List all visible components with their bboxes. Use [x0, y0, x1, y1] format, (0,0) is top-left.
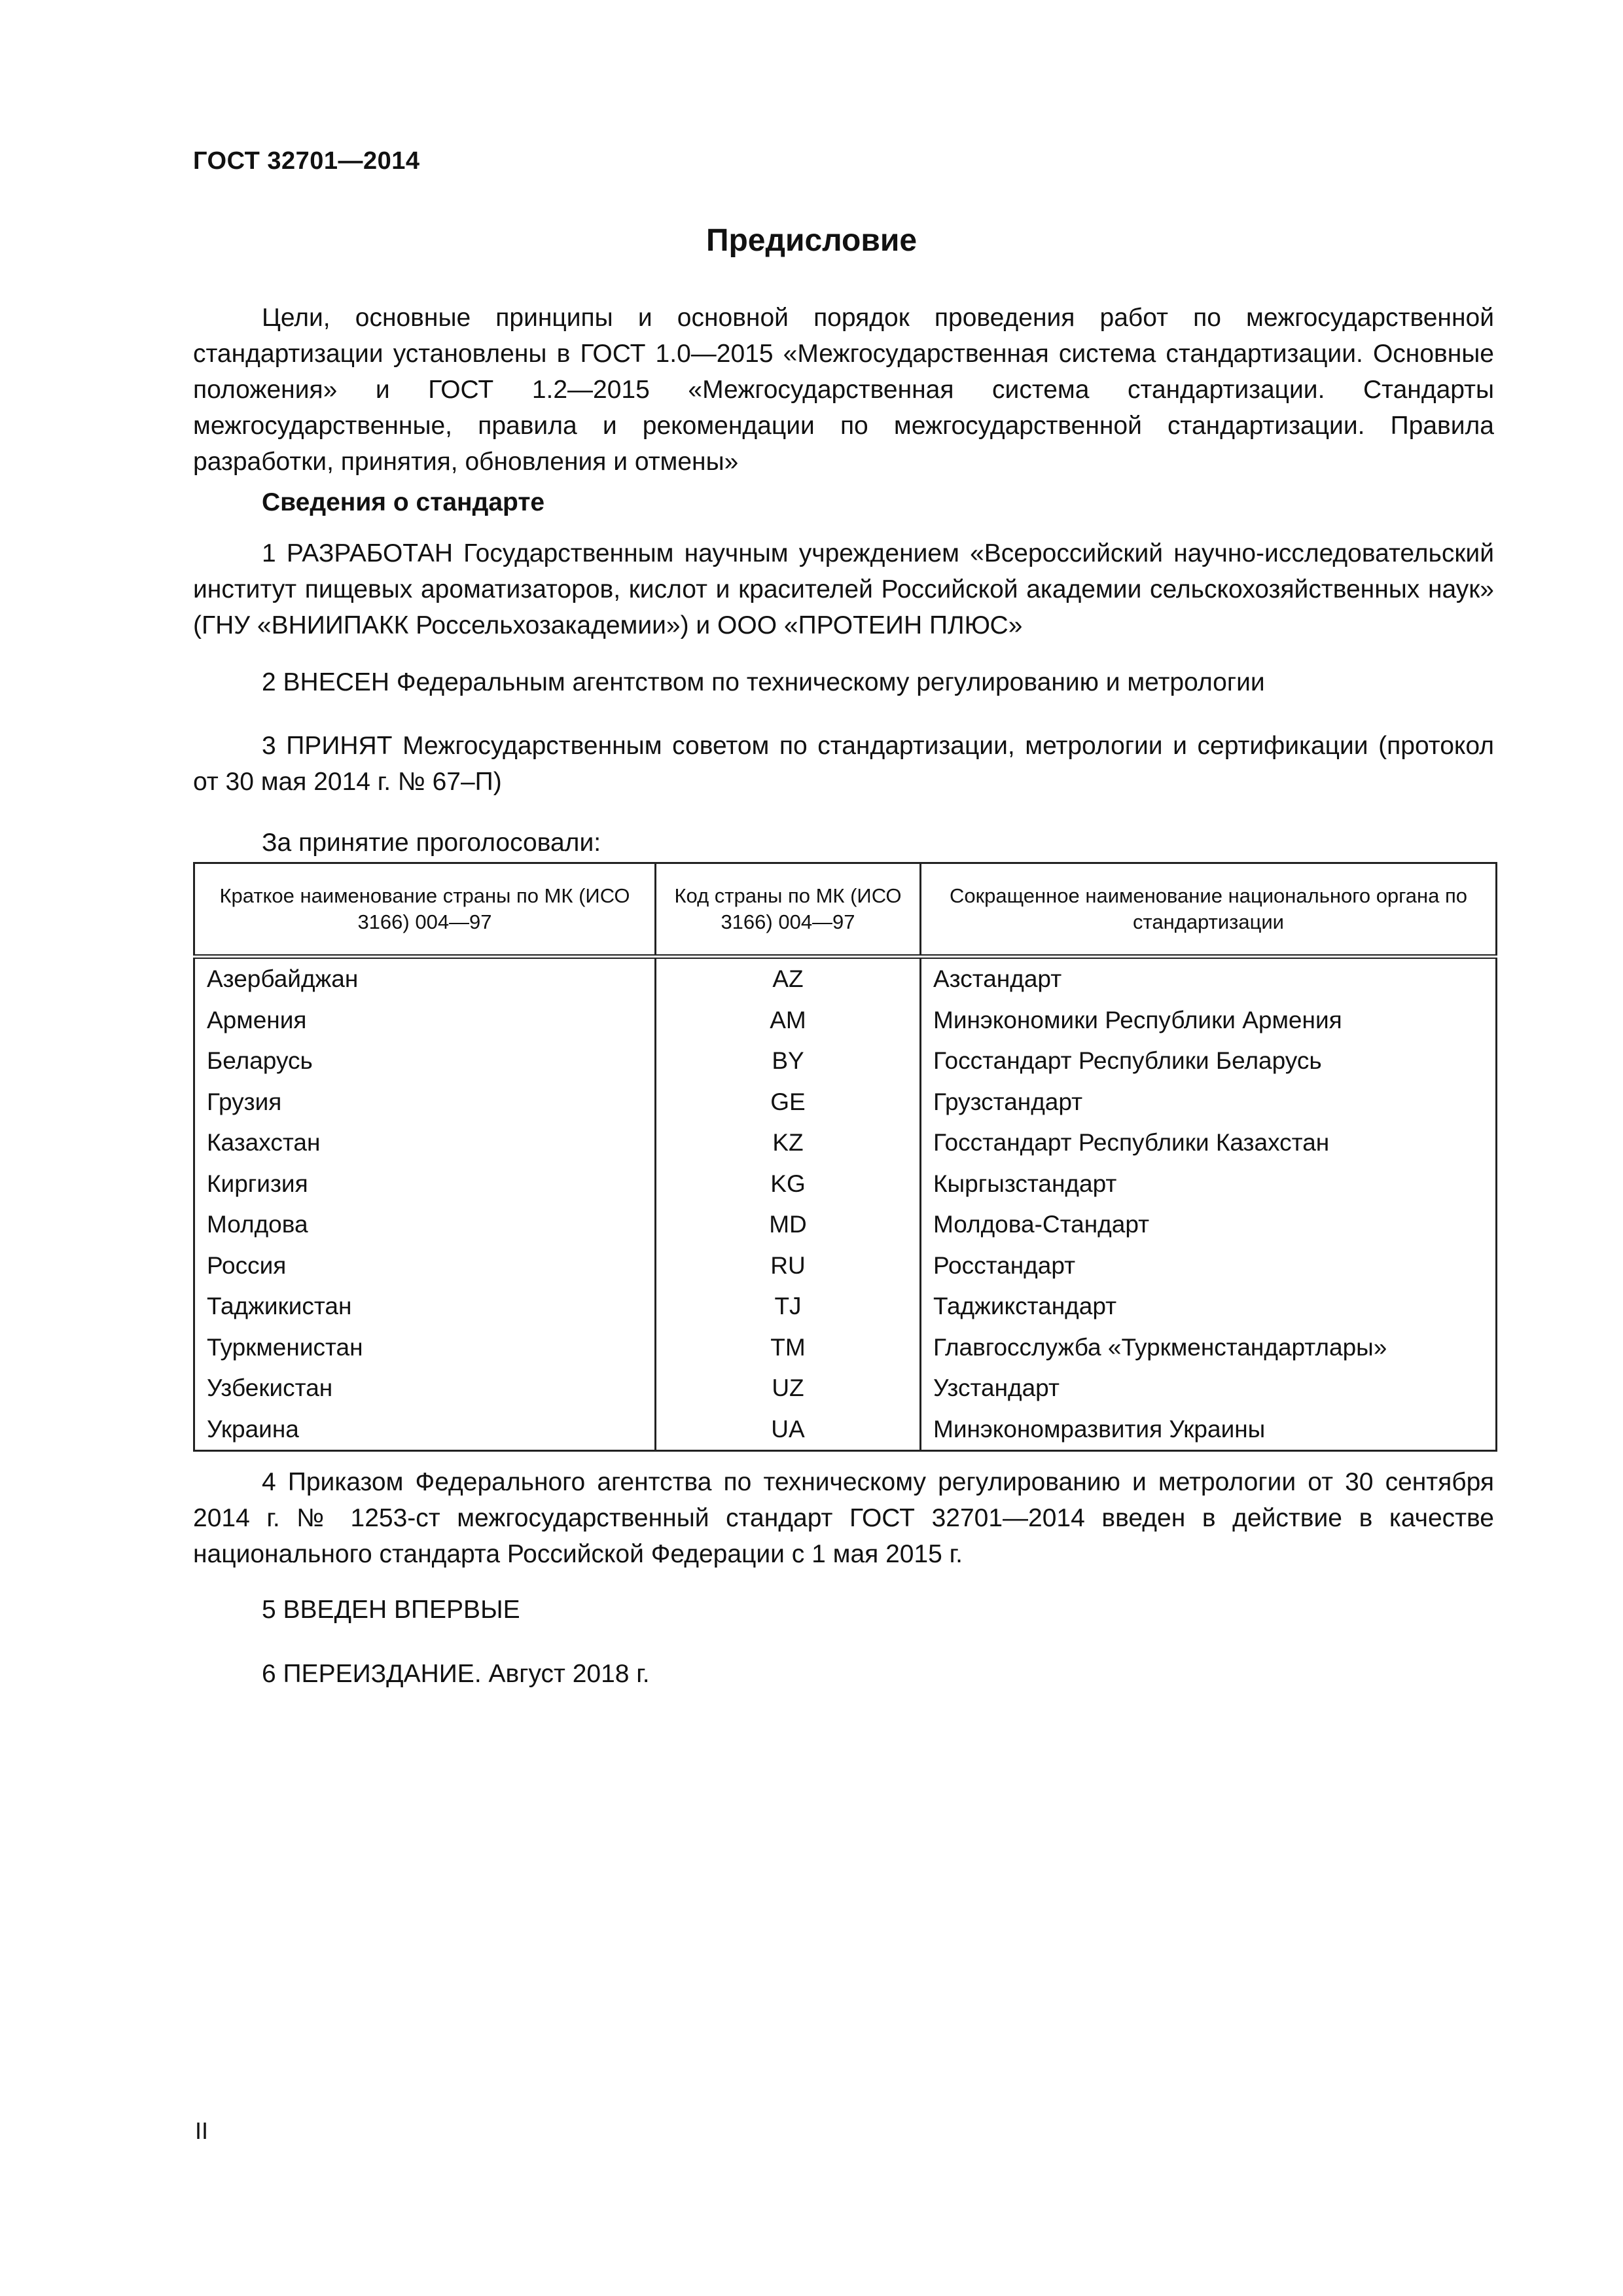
body-cell: Росстандарт [921, 1246, 1497, 1287]
item-1-developed: 1 РАЗРАБОТАН Государственным научным учреждением «Всероссийский научно-исследовательский институт пищевых ароматизаторов, кислот и красителей Российской академии сельскохозяйственных наук» (ГНУ «ВНИИПАКК Россельхозакадемии») и ООО «ПРОТЕИН ПЛЮС» [193, 539, 1494, 639]
body-cell: Азстандарт [921, 957, 1497, 1000]
country-cell: Киргизия [194, 1164, 656, 1205]
table-row [194, 1204, 1497, 1246]
code-cell: TM [656, 1327, 921, 1369]
body-cell: Грузстандарт [921, 1082, 1497, 1123]
document-id: ГОСТ 32701—2014 [193, 147, 420, 175]
code-cell: BY [656, 1041, 921, 1082]
code-cell: AM [656, 1000, 921, 1041]
table-row [194, 957, 1497, 1000]
item-6-reissue: 6 ПЕРЕИЗДАНИЕ. Август 2018 г. [262, 1660, 650, 1688]
country-cell: Молдова [194, 1204, 656, 1246]
table-row [194, 1327, 1497, 1369]
country-cell: Грузия [194, 1082, 656, 1123]
body-cell: Госстандарт Республики Казахстан [921, 1122, 1497, 1164]
code-cell: GE [656, 1082, 921, 1123]
country-cell: Казахстан [194, 1122, 656, 1164]
column-header-country: Краткое наименование страны по МК (ИСО 3166) 004—97 [194, 863, 656, 957]
table-row [194, 1082, 1497, 1123]
item-3-adopted: 3 ПРИНЯТ Межгосударственным советом по стандартизации, метрологии и сертификации (протокол от 30 мая 2014 г. № 67–П) [193, 732, 1494, 796]
body-cell: Главгосслужба «Туркменстандартлары» [921, 1327, 1497, 1369]
item-4-order: 4 Приказом Федерального агентства по техническому регулированию и метрологии от 30 сентября 2014 г. № 1253-ст межгосударственный стандарт ГОСТ 32701—2014 введен в действие в качестве национального стандарта Российской Федерации с 1 мая 2015 г. [193, 1468, 1494, 1568]
country-cell: Таджикистан [194, 1286, 656, 1327]
item-5-introduced: 5 ВВЕДЕН ВПЕРВЫЕ [262, 1596, 520, 1624]
code-cell: KZ [656, 1122, 921, 1164]
body-cell: Таджикстандарт [921, 1286, 1497, 1327]
code-cell: MD [656, 1204, 921, 1246]
country-cell: Туркменистан [194, 1327, 656, 1369]
country-cell: Россия [194, 1246, 656, 1287]
column-header-body: Сокращенное наименование национального органа по стандартизации [921, 863, 1497, 957]
section-title: Предисловие [705, 223, 918, 258]
body-cell: Узстандарт [921, 1368, 1497, 1409]
table-row [194, 1164, 1497, 1205]
body-cell: Госстандарт Республики Беларусь [921, 1041, 1497, 1082]
body-cell: Кыргызстандарт [921, 1164, 1497, 1205]
code-cell: TJ [656, 1286, 921, 1327]
table-row [194, 1368, 1497, 1409]
country-cell: Беларусь [194, 1041, 656, 1082]
intro-paragraph: Цели, основные принципы и основной порядок проведения работ по межгосударственной стандартизации установлены в ГОСТ 1.0—2015 «Межгосударственная система стандартизации. Основные положения» и ГОСТ 1.2—2015 «Межгосударственная система стандартизации. Стандарты межгосударственные, правила и рекомендации по межгосударственной стандартизации. Правила разработки, принятия, обновления и отмены» [193, 304, 1494, 476]
body-cell: Молдова-Стандарт [921, 1204, 1497, 1246]
body-cell: Минэкономики Республики Армения [921, 1000, 1497, 1041]
table-row [194, 1000, 1497, 1041]
table-row [194, 1041, 1497, 1082]
country-cell: Узбекистан [194, 1368, 656, 1409]
country-cell: Украина [194, 1409, 656, 1451]
table-row [194, 1122, 1497, 1164]
code-cell: KG [656, 1164, 921, 1205]
code-cell: RU [656, 1246, 921, 1287]
table-row [194, 1246, 1497, 1287]
votes-label: За принятие проголосовали: [262, 829, 601, 857]
column-header-code: Код страны по МК (ИСО 3166) 004—97 [656, 863, 921, 957]
table-row [194, 1286, 1497, 1327]
table-row [194, 1409, 1497, 1451]
body-cell: Минэкономразвития Украины [921, 1409, 1497, 1451]
country-cell: Азербайджан [194, 957, 656, 1000]
table-header-row [194, 863, 1497, 957]
info-heading: Сведения о стандарте [262, 488, 545, 516]
voting-table [193, 862, 1497, 1452]
item-2-submitted: 2 ВНЕСЕН Федеральным агентством по техническому регулированию и метрологии [262, 668, 1265, 696]
country-cell: Армения [194, 1000, 656, 1041]
code-cell: UZ [656, 1368, 921, 1409]
page-number: II [195, 2117, 209, 2144]
code-cell: AZ [656, 957, 921, 1000]
code-cell: UA [656, 1409, 921, 1451]
